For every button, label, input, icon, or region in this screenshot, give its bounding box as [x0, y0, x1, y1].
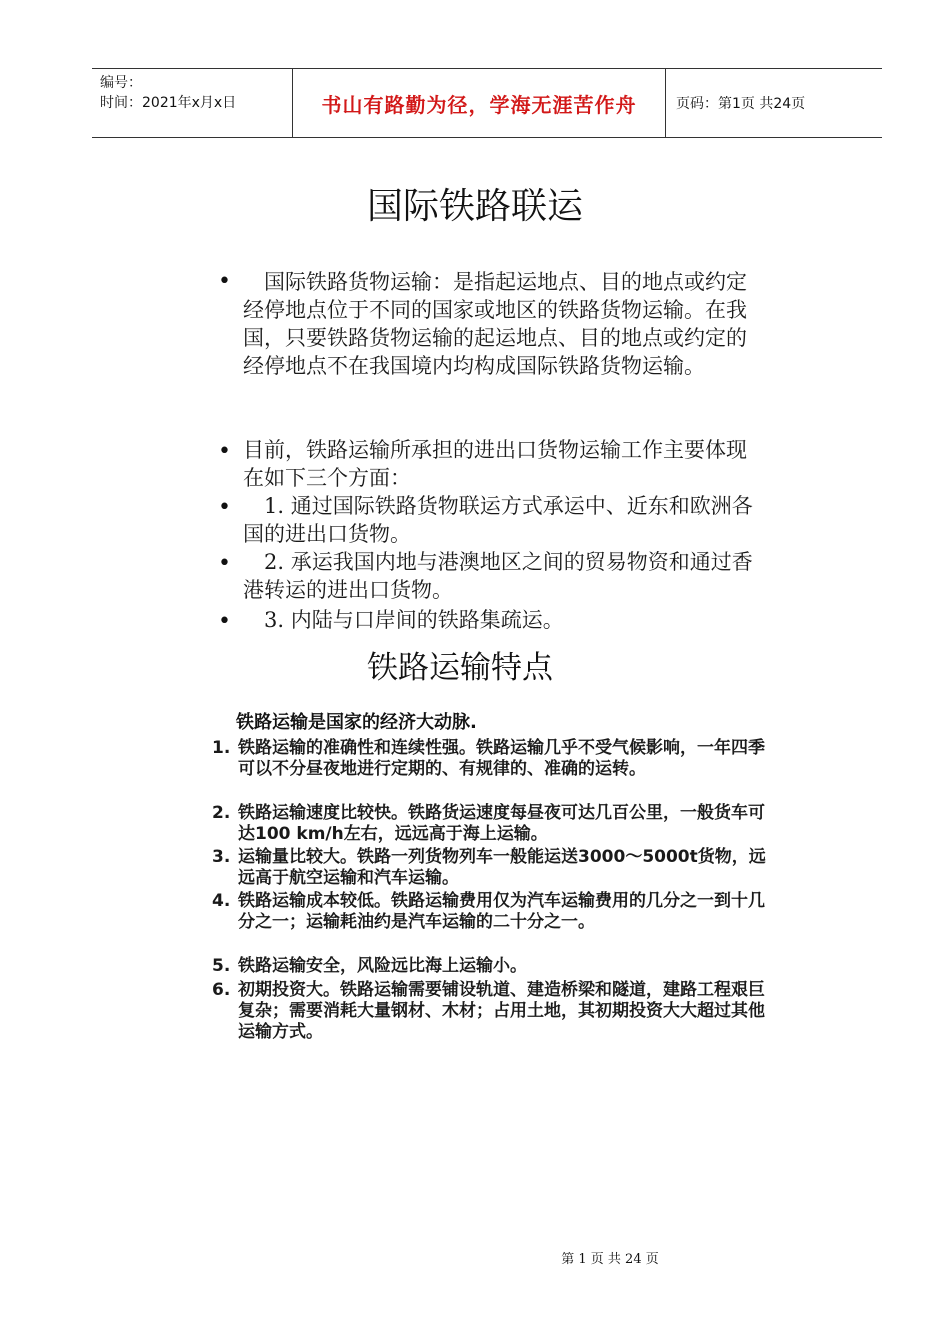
feature-number: 5. — [212, 956, 231, 976]
feature-number: 6. — [212, 980, 231, 1000]
header-motto: 书山有路勤为径，学海无涯苦作舟 — [293, 69, 666, 137]
feature-item — [212, 803, 772, 845]
bullet-text-4: 2. 承运我国内地与港澳地区之间的贸易物资和通过香港转运的进出口货物。 — [243, 550, 753, 602]
bullet-icon: • — [218, 609, 231, 634]
feature-number: 2. — [212, 803, 231, 823]
bullet-icon: • — [218, 269, 231, 294]
date-label: 时间：2021年x月x日 — [100, 95, 237, 111]
feature-text: 铁路运输速度比较快。铁路货运速度每昼夜可达几百公里，一般货车可达100 km/h左右，远远高于海上运输。 — [238, 803, 765, 844]
feature-item — [212, 738, 772, 780]
bullet-icon: • — [218, 495, 231, 520]
feature-text: 铁路运输成本较低。铁路运输费用仅为汽车运输费用的几分之一到十几分之一；运输耗油约是汽车运输的二十分之一。 — [238, 891, 765, 932]
feature-text: 铁路运输安全，风险远比海上运输小。 — [238, 956, 527, 976]
feature-item — [212, 847, 772, 889]
page-header — [92, 68, 882, 138]
bullet-icon: • — [218, 439, 231, 464]
bullet-text-2: 目前，铁路运输所承担的进出口货物运输工作主要体现在如下三个方面： — [243, 438, 747, 490]
feature-number: 3. — [212, 847, 231, 867]
feature-item — [212, 891, 772, 933]
feature-text: 运输量比较大。铁路一列货物列车一般能运送3000～5000t货物，远远高于航空运输和汽车运输。 — [238, 847, 766, 888]
bullet-text-1: 国际铁路货物运输：是指起运地点、目的地点或约定经停地点位于不同的国家或地区的铁路货物运输。在我国，只要铁路货物运输的起运地点、目的地点或约定的经停地点不在我国境内均构成国际铁路货物运输。 — [243, 270, 747, 378]
features-intro: 铁路运输是国家的经济大动脉. — [236, 712, 477, 733]
header-page-info: 页码：第1页 共24页 — [676, 96, 806, 112]
header-meta — [92, 69, 293, 137]
bullet-text-5: 3. 内陆与口岸间的铁路集疏运。 — [243, 608, 564, 632]
bullet-icon: • — [218, 551, 231, 576]
section-title: 铁路运输特点 — [367, 650, 553, 686]
page-title: 国际铁路联运 — [366, 186, 583, 227]
page-footer: 第 1 页 共 24 页 — [561, 1252, 659, 1267]
number-label: 编号： — [100, 75, 142, 91]
feature-text: 铁路运输的准确性和连续性强。铁路运输几乎不受气候影响，一年四季可以不分昼夜地进行定期的、有规律的、准确的运转。 — [238, 738, 765, 779]
feature-number: 1. — [212, 738, 231, 758]
feature-item — [212, 956, 772, 977]
feature-number: 4. — [212, 891, 231, 911]
feature-text: 初期投资大。铁路运输需要铺设轨道、建造桥梁和隧道，建路工程艰巨复杂；需要消耗大量钢材、木材；占用土地，其初期投资大大超过其他运输方式。 — [238, 980, 765, 1042]
bullet-text-3: 1. 通过国际铁路货物联运方式承运中、近东和欧洲各国的进出口货物。 — [243, 494, 753, 546]
feature-item — [212, 980, 772, 1043]
